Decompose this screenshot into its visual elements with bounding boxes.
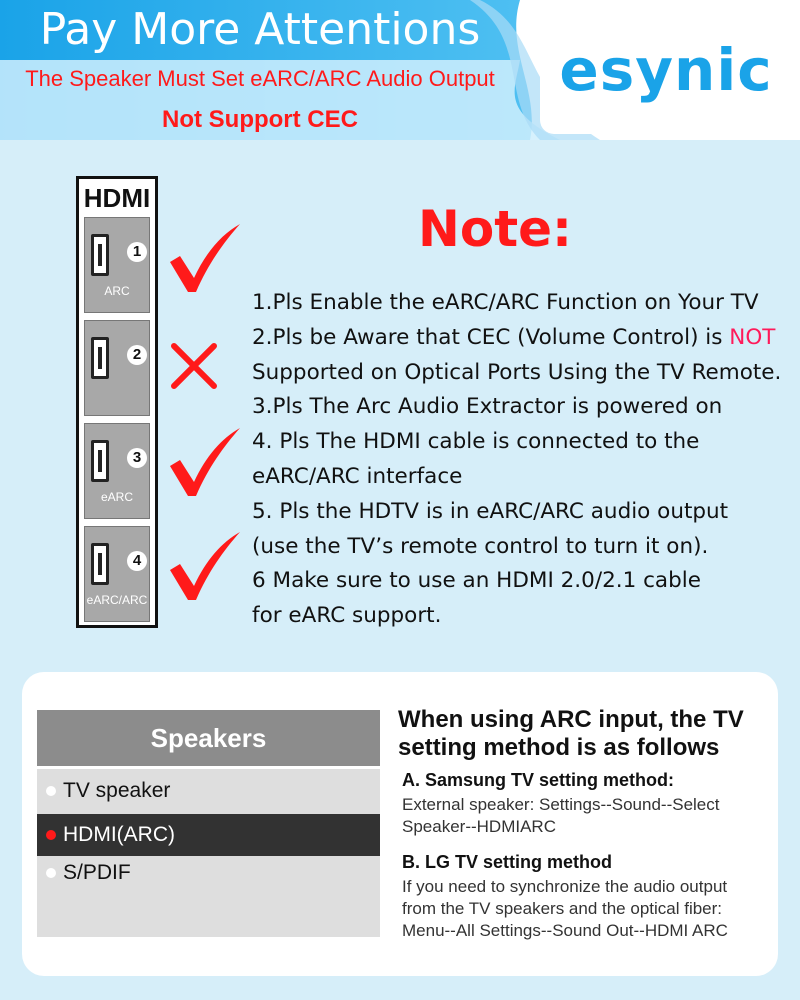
port-label: ARC xyxy=(104,284,130,298)
method-title xyxy=(398,706,778,762)
speaker-option-spdif[interactable] xyxy=(37,852,380,894)
check-mark-icon xyxy=(166,426,242,500)
check-mark-icon xyxy=(166,530,242,604)
lg-method-text xyxy=(402,876,774,942)
speaker-option-label: S/PDIF xyxy=(63,861,131,884)
lg-method-line: If you need to synchronize the audio output xyxy=(402,877,728,896)
port-number: 4 xyxy=(127,551,147,571)
hdmi-port-panel xyxy=(76,176,158,628)
brand-logo: esynic xyxy=(559,36,773,104)
page-title: Pay More Attentions xyxy=(39,4,481,55)
note-line: (use the TV’s remote control to turn it on). xyxy=(252,533,709,559)
hdmi-port-icon xyxy=(91,543,109,585)
hdmi-port-2 xyxy=(84,320,150,416)
note-line: eARC/ARC interface xyxy=(252,463,463,489)
hdmi-port-icon xyxy=(91,337,109,379)
speakers-menu-header: Speakers xyxy=(37,710,380,766)
note-line: 3.Pls The Arc Audio Extractor is powered on xyxy=(252,394,723,420)
port-label: eARC/ARC xyxy=(86,593,148,607)
radio-dot-icon xyxy=(46,786,56,796)
note-line: 6 Make sure to use an HDMI 2.0/2.1 cable xyxy=(252,568,701,594)
samsung-method-line: External speaker: Settings--Sound--Select xyxy=(402,795,720,814)
method-title-line: When using ARC input, the TV xyxy=(398,706,744,733)
speaker-option-label: TV speaker xyxy=(63,779,171,802)
cec-warning: Not Support CEC xyxy=(162,106,358,133)
hdmi-panel-title: HDMI xyxy=(83,183,151,213)
note-text: 2.Pls be Aware that CEC (Volume Control) is xyxy=(252,324,730,350)
note-list xyxy=(252,286,797,634)
hdmi-port-1 xyxy=(84,217,150,313)
cross-mark-icon xyxy=(168,340,220,392)
samsung-method-heading: A. Samsung TV setting method: xyxy=(402,770,675,790)
lg-method-heading: B. LG TV setting method xyxy=(402,852,612,872)
samsung-method-text xyxy=(402,794,774,838)
hdmi-port-icon xyxy=(91,234,109,276)
note-line: Supported on Optical Ports Using the TV Remote. xyxy=(252,359,782,385)
radio-dot-icon xyxy=(46,830,56,840)
samsung-method-line: Speaker--HDMIARC xyxy=(402,817,556,836)
check-mark-icon xyxy=(166,222,242,296)
lg-method-line: from the TV speakers and the optical fiber: xyxy=(402,899,723,918)
lg-method-line: Menu--All Settings--Sound Out--HDMI ARC xyxy=(402,921,728,940)
logo-card xyxy=(540,8,792,134)
not-emphasis: NOT xyxy=(729,324,776,350)
port-label: eARC xyxy=(100,490,133,504)
note-title: Note: xyxy=(418,200,573,258)
hdmi-port-icon xyxy=(91,440,109,482)
port-number: 1 xyxy=(127,242,147,262)
warning-subtitle: The Speaker Must Set eARC/ARC Audio Output xyxy=(25,66,495,91)
note-line xyxy=(252,321,797,356)
note-line: for eARC support. xyxy=(252,603,442,629)
speaker-option-tv[interactable] xyxy=(37,770,380,812)
header-banner xyxy=(0,0,800,140)
port-number: 3 xyxy=(127,448,147,468)
note-line: 4. Pls The HDMI cable is connected to the xyxy=(252,429,700,455)
method-title-line: setting method is as follows xyxy=(398,734,720,761)
hdmi-port-3 xyxy=(84,423,150,519)
speaker-option-label: HDMI(ARC) xyxy=(63,823,175,846)
radio-dot-icon xyxy=(46,868,56,878)
port-number: 2 xyxy=(127,345,147,365)
note-line: 5. Pls the HDTV is in eARC/ARC audio output xyxy=(252,498,729,524)
note-line: 1.Pls Enable the eARC/ARC Function on Your TV xyxy=(252,290,759,315)
speaker-option-hdmi-arc[interactable] xyxy=(37,814,380,856)
hdmi-port-4 xyxy=(84,526,150,622)
